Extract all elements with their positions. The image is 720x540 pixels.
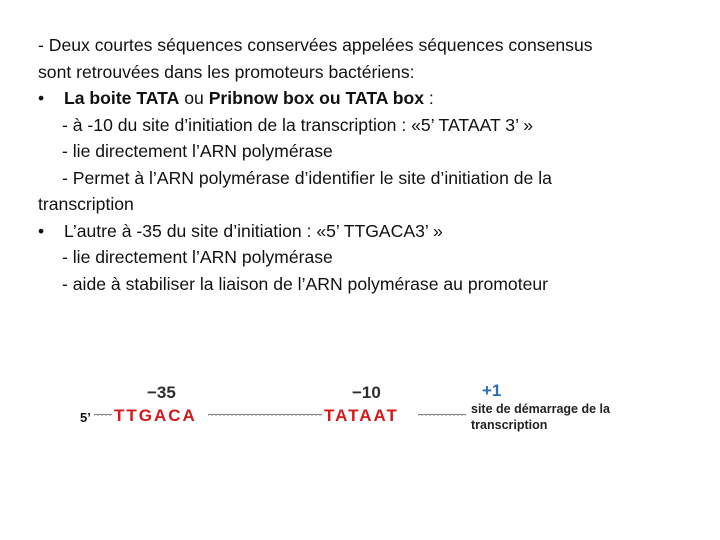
site-label-line: transcription: [471, 418, 548, 432]
bold-term: Pribnow box ou TATA box: [208, 88, 425, 108]
bullet-text: ou: [179, 88, 209, 108]
position-minus35-label: −35: [147, 383, 176, 402]
sub-item-continuation: transcription: [38, 194, 134, 214]
bullet-text: :: [424, 88, 434, 108]
bullet-dot: •: [38, 88, 45, 108]
bold-term: La boite TATA: [64, 88, 180, 108]
promoter-text: [38, 32, 698, 297]
intro-line: - Deux courtes séquences conservées appelées séquences consensus: [38, 35, 593, 55]
intro-line: sont retrouvées dans les promoteurs bactériens:: [38, 61, 415, 82]
bullet-text: L’autre à -35 du site d’initiation : «5’ TTGACA3’ »: [64, 220, 443, 241]
position-minus10-label: −10: [352, 383, 381, 402]
dna-strand-segment: [418, 414, 466, 420]
position-plus1-label: +1: [482, 381, 502, 400]
bullet-item: [38, 85, 698, 112]
transcription-start-label: [471, 401, 610, 433]
bullet-dot: •: [38, 220, 45, 241]
sequence-minus35: TTGACA: [114, 406, 197, 425]
sub-item: - lie directement l’ARN polymérase: [62, 247, 333, 267]
sequence-minus10: TATAAT: [324, 406, 399, 425]
sub-item: - lie directement l’ARN polymérase: [62, 141, 333, 161]
five-prime-label: 5’: [80, 410, 91, 425]
site-label-line: site de démarrage de la: [471, 402, 610, 416]
bullet-item: [38, 218, 698, 245]
sub-item: - aide à stabiliser la liaison de l’ARN polymérase au promoteur: [62, 273, 549, 294]
sub-item: - Permet à l’ARN polymérase d’identifier le site d’initiation de la: [62, 167, 552, 188]
dna-strand-segment: [208, 414, 322, 420]
sub-item: - à -10 du site d’initiation de la transcription : «5’ TATAAT 3’ »: [62, 114, 534, 135]
dna-strand-segment: [94, 414, 112, 420]
